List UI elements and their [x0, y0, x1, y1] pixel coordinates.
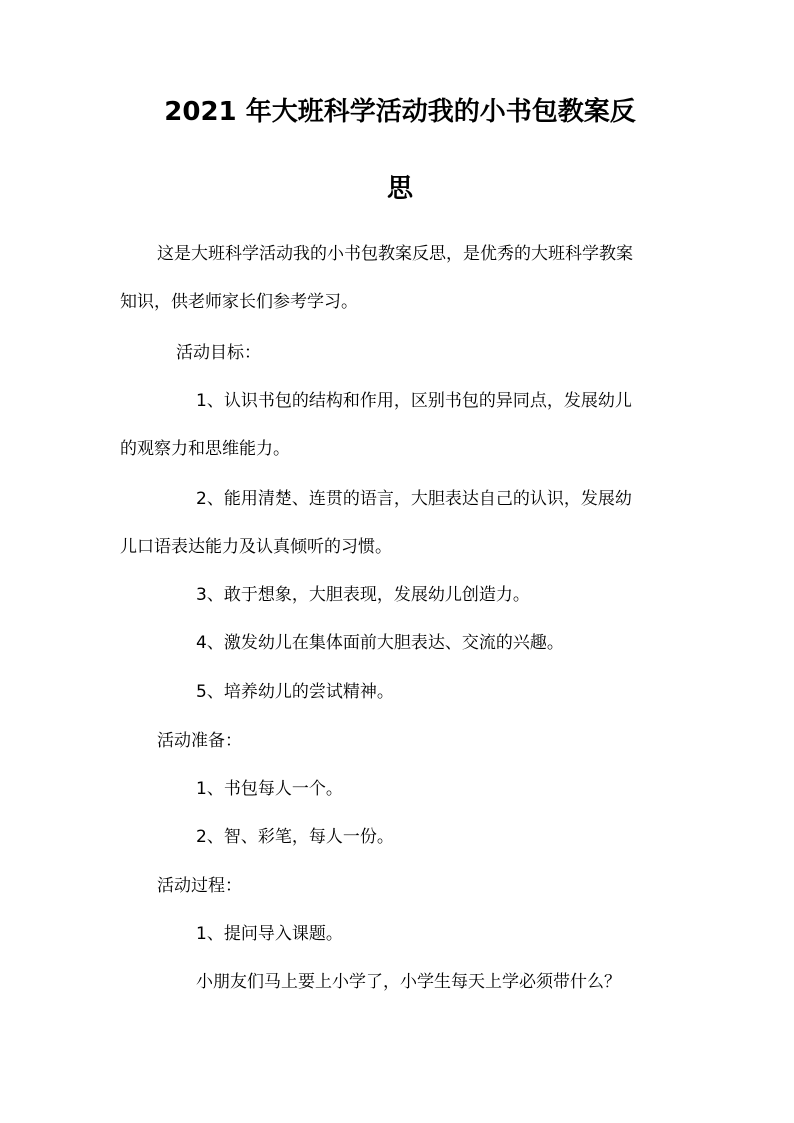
preparation-heading: 活动准备：: [157, 731, 242, 751]
goal-4: 4、激发幼儿在集体面前大胆表达、交流的兴趣。: [196, 633, 564, 653]
document-title-line-1: 2021 年大班科学活动我的小书包教案反: [164, 97, 636, 127]
document-title-line-2: 思: [386, 174, 413, 204]
intro-paragraph-line-1: 这是大班科学活动我的小书包教案反思，是优秀的大班科学教案: [157, 244, 633, 264]
goal-2-line-1: 2、能用清楚、连贯的语言，大胆表达自己的认识，发展幼: [196, 489, 632, 509]
goal-1-line-1: 1、认识书包的结构和作用，区别书包的异同点，发展幼儿: [196, 391, 632, 411]
preparation-item-1: 1、书包每人一个。: [196, 779, 343, 799]
goal-3: 3、敢于想象，大胆表现，发展幼儿创造力。: [196, 585, 530, 605]
goals-heading: 活动目标：: [176, 343, 261, 363]
intro-paragraph-line-2: 知识，供老师家长们参考学习。: [120, 292, 358, 312]
preparation-item-2: 2、智、彩笔，每人一份。: [196, 827, 394, 847]
goal-5: 5、培养幼儿的尝试精神。: [196, 682, 394, 702]
process-step-1-text: 小朋友们马上要上小学了，小学生每天上学必须带什么？: [196, 972, 621, 992]
process-heading: 活动过程：: [157, 876, 242, 896]
goal-2-line-2: 儿口语表达能力及认真倾听的习惯。: [120, 537, 392, 557]
process-step-1: 1、提问导入课题。: [196, 924, 343, 944]
goal-1-line-2: 的观察力和思维能力。: [120, 439, 290, 459]
